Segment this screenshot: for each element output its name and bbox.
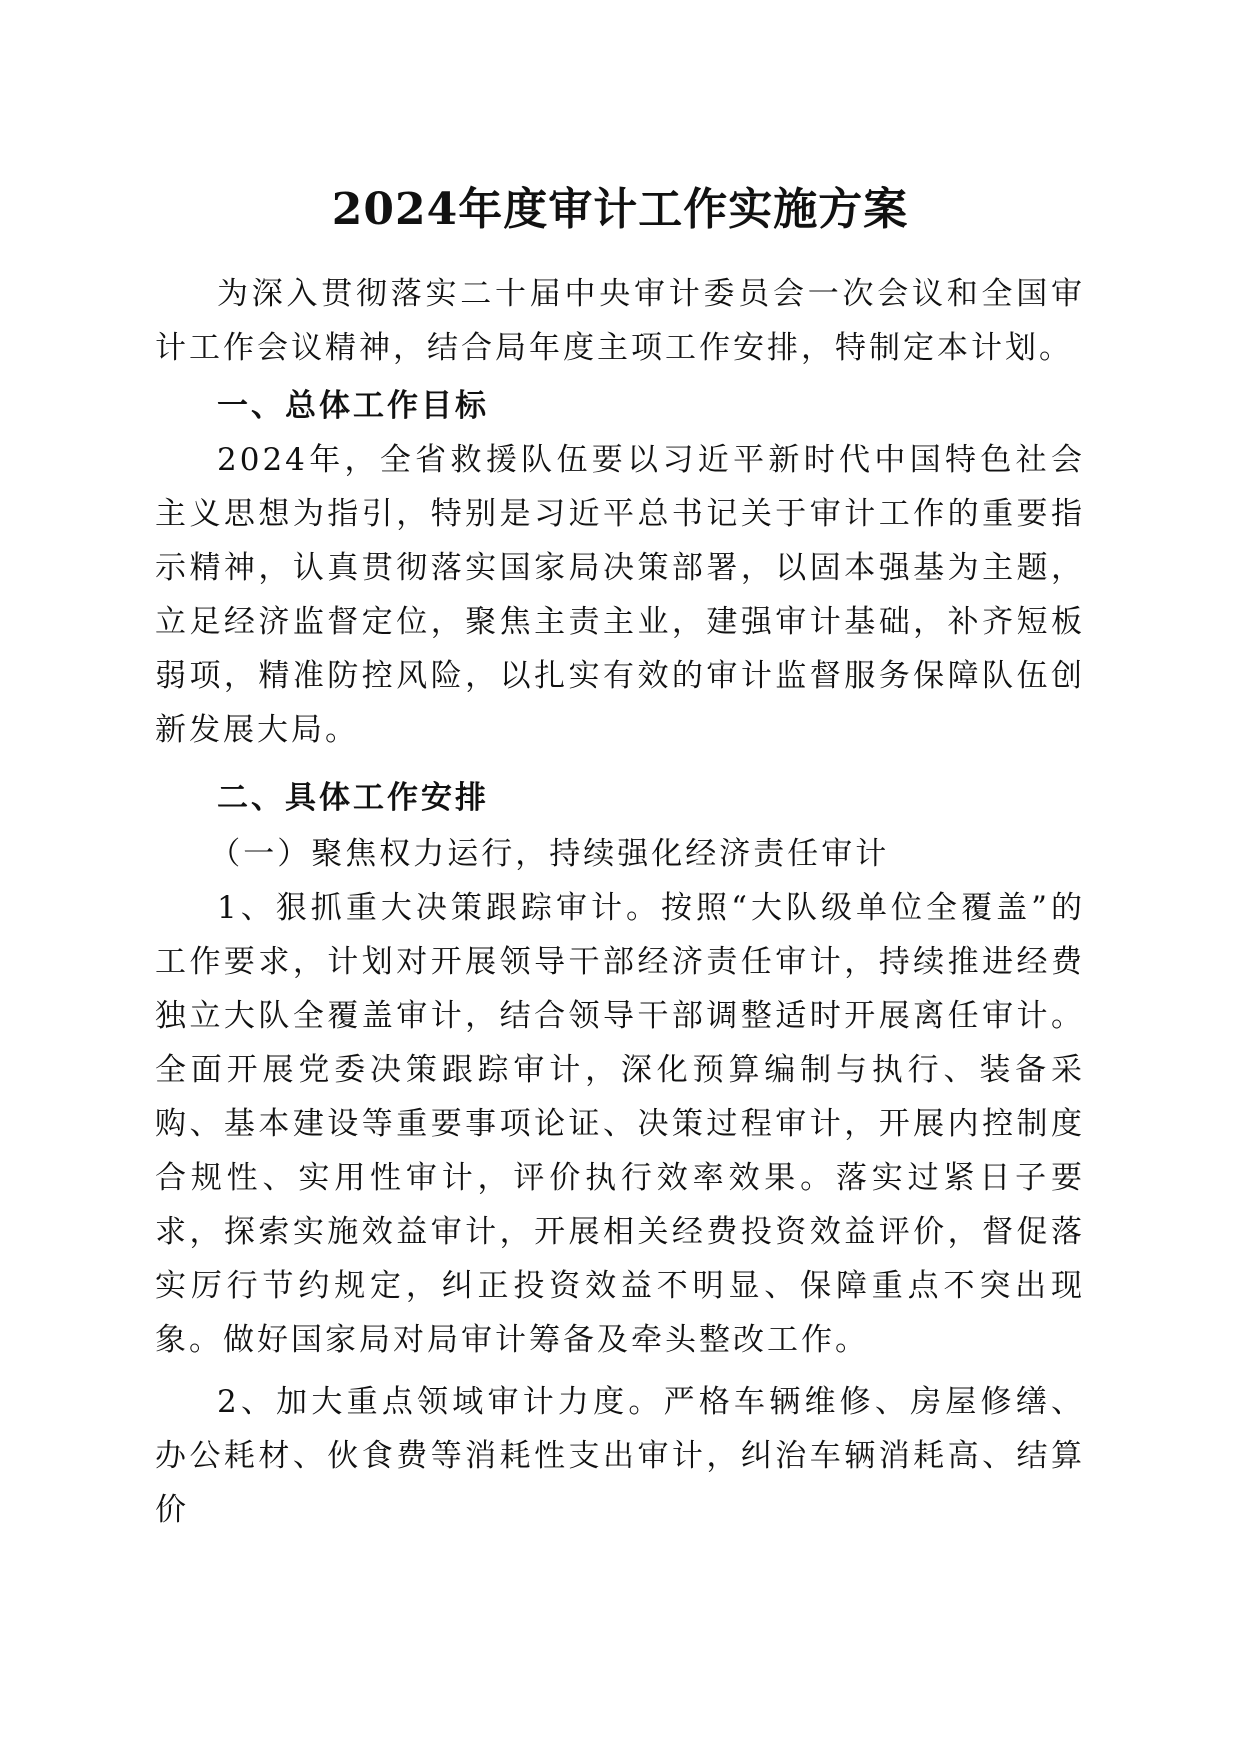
section-heading-overall-goals: 一、总体工作目标 xyxy=(217,388,489,424)
document-title: 2024年度审计工作实施方案 xyxy=(331,184,909,235)
subsection-heading-economic-responsibility-audit: （一）聚焦权力运行，持续强化经济责任审计 xyxy=(209,836,890,872)
list-item-major-decision-audit: 1、狠抓重大决策跟踪审计。按照“大队级单位全覆盖”的工作要求，计划对开展领导干部经济责任审计，持续推进经费独立大队全覆盖审计，结合领导干部调整适时开展离任审计。全面开展党委决策跟踪审计，深化预算编制与执行、装备采购、基本建设等重要事项论证、决策过程审计，开展内控制度合规性、实用性审计，评价执行效率效果。落实过紧日子要求，探索实施效益审计，开展相关经费投资效益评价，督促落实厉行节约规定，纠正投资效益不明显、保障重点不突出现象。做好国家局对局审计筹备及牵头整改工作。 xyxy=(155,890,1085,1358)
list-item-key-area-audit: 2、加大重点领域审计力度。严格车辆维修、房屋修缮、办公耗材、伙食费等消耗性支出审计，纠治车辆消耗高、结算价 xyxy=(155,1384,1085,1528)
section-heading-work-arrangements: 二、具体工作安排 xyxy=(217,780,489,816)
document-body xyxy=(155,267,1085,1537)
section-paragraph-overall-goals: 2024年，全省救援队伍要以习近平新时代中国特色社会主义思想为指引，特别是习近平总书记关于审计工作的重要指示精神，认真贯彻落实国家局决策部署，以固本强基为主题，立足经济监督定位，聚焦主责主业，建强审计基础，补齐短板弱项，精准防控风险，以扎实有效的审计监督服务保障队伍创新发展大局。 xyxy=(155,442,1085,748)
intro-paragraph: 为深入贯彻落实二十届中央审计委员会一次会议和全国审计工作会议精神，结合局年度主项工作安排，特制定本计划。 xyxy=(155,276,1085,366)
